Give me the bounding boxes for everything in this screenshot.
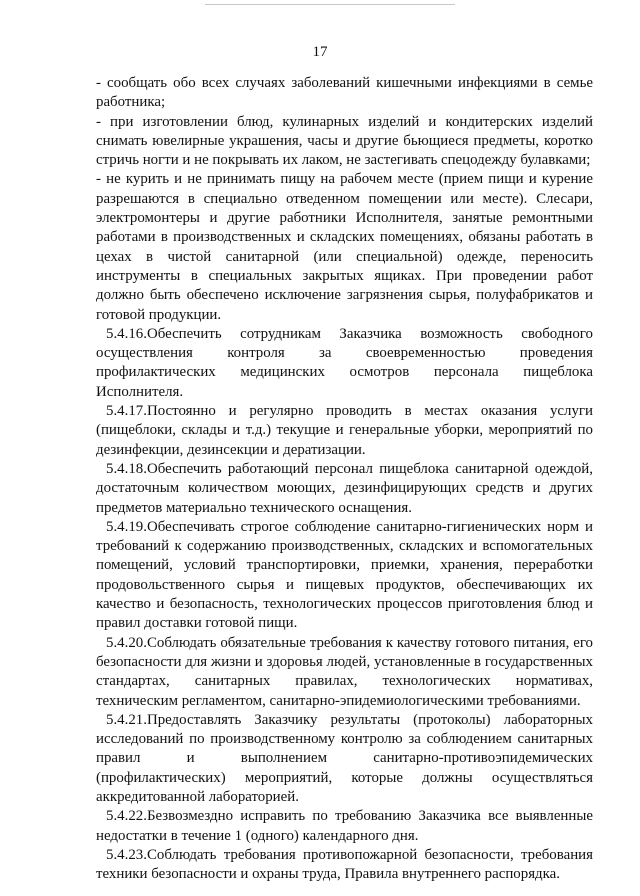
bullet-paragraph: - не курить и не принимать пищу на рабочем месте (прием пищи и курение разрешаются в специально отведенном помещении или месте). Слесари, электромонтеры и другие работники Исполнителя, занятые ремонтными работами в производственных и складских помещениях, обязаны работать в цехах в чистой санитарной (или специальной) одежде, переносить инструменты в специальных закрытых ящиках. При проведении работ должно быть обеспечено исключение загрязнения сырья, полуфабрикатов и готовой продукции. [96,171,593,323]
bullet-paragraph: - при изготовлении блюд, кулинарных изделий и кондитерских изделий снимать ювелирные украшения, часы и другие бьющиеся предметы, коротко стричь ногти и не покрывать их лаком, не застегивать спецодежду булавками; [96,113,593,169]
page-number: 17 [312,44,328,60]
clause-5-4-21: 5.4.21.Предоставлять Заказчику результаты (протоколы) лабораторных исследований по производственному контролю за соблюдением санитарных правил и выполнением санитарно-противоэпидемических (профилактических) мероприятий, которые должны осуществляться аккредитованной лабораторией. [96,711,593,805]
clause-5-4-16: 5.4.16.Обеспечить сотрудникам Заказчика возможность свободного осуществления контроля за своевременностью проведения профилактических медицинских осмотров персонала пищеблока Исполнителя. [96,325,593,400]
clause-5-4-18: 5.4.18.Обеспечить работающий персонал пищеблока санитарной одеждой, достаточным количеством моющих, дезинфицирующих средств и других предметов материально технического оснащения. [96,460,593,516]
clause-5-4-22: 5.4.22.Безвозмездно исправить по требованию Заказчика все выявленные недостатки в течение 1 (одного) календарного дня. [96,808,593,844]
clause-5-4-19: 5.4.19.Обеспечивать строгое соблюдение санитарно-гигиенических норм и требований к содержанию производственных, складских и вспомогательных помещений, условий транспортировки, приемки, хранения, переработки продовольственного сырья и пищевых продуктов, обеспечивающих их качество и безопасность, технологических процессов приготовления блюд и правил доставки готовой пищи. [96,518,593,632]
clause-5-4-20: 5.4.20.Соблюдать обязательные требования к качеству готового питания, его безопасности для жизни и здоровья людей, установленные в государственных стандартах, санитарных правилах, технологических нормативах, техническим регламентом, санитарно-эпидемиологическими требованиями. [96,634,593,709]
document-body [96,74,593,884]
clause-5-4-23: 5.4.23.Соблюдать требования противопожарной безопасности, требования техники безопасности и охраны труда, Правила внутреннего распорядка. [96,846,593,883]
bullet-paragraph: - сообщать обо всех случаях заболеваний кишечными инфекциями в семье работника; [96,75,593,111]
clause-5-4-17: 5.4.17.Постоянно и регулярно проводить в местах оказания услуги (пищеблоки, склады и т.д.) текущие и генеральные уборки, мероприятий по дезинфекции, дезинсекции и дератизации. [96,403,593,458]
scan-artifact-line [205,4,455,5]
